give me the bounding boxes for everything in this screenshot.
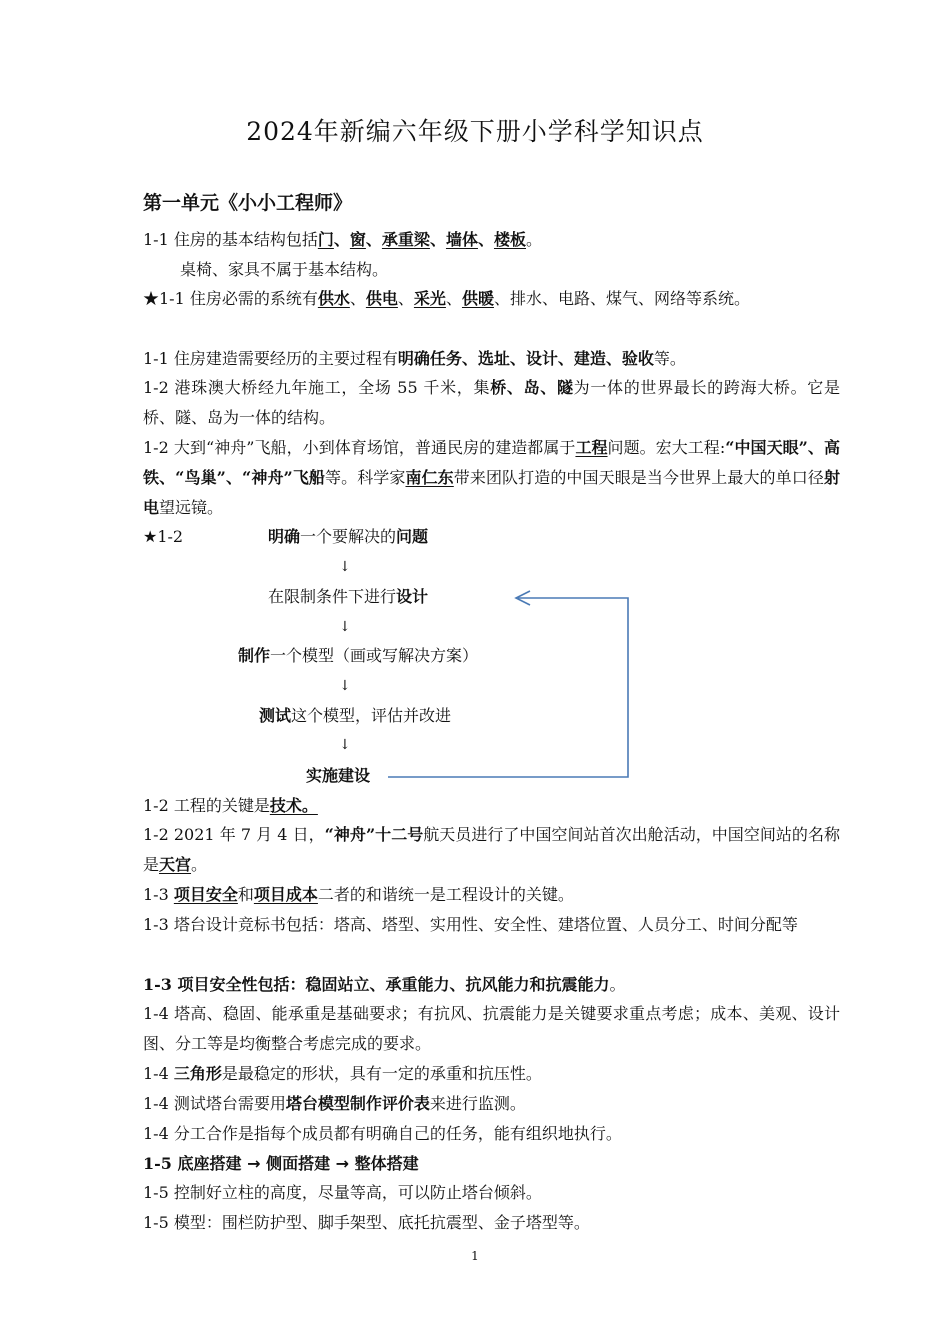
flow-step-define-problem: 明确一个要解决的问题 bbox=[268, 527, 429, 546]
flow-step-build-model: 制作一个模型（画或写解决方案） bbox=[238, 646, 479, 665]
paragraph-1-2-key: 1-2 工程的关键是技术。 bbox=[143, 796, 318, 815]
paragraph-furniture-note: 桌椅、家具不属于基本结构。 bbox=[180, 260, 389, 279]
paragraph-1-2-bridge: 1-2 港珠澳大桥经九年施工，全场 55 千米，集桥、岛、隧为一体的世界最长的跨海大桥。它是桥、隧、岛为一体的结构。 bbox=[143, 378, 840, 427]
paragraph-1-5-pillars: 1-5 控制好立柱的高度，尽量等高，可以防止塔台倾斜。 bbox=[143, 1183, 542, 1202]
flow-step-implement: 实施建设 bbox=[306, 766, 371, 785]
paragraph-1-1-process: 1-1 住房建造需要经历的主要过程有明确任务、选址、设计、建造、验收等。 bbox=[143, 349, 686, 368]
unit-heading: 第一单元《小小工程师》 bbox=[143, 192, 353, 214]
flow-prefix: ★1-2 bbox=[143, 527, 184, 546]
down-arrow-icon: ↓ bbox=[339, 559, 351, 575]
down-arrow-icon: ↓ bbox=[339, 678, 351, 694]
down-arrow-icon: ↓ bbox=[339, 619, 351, 635]
flow-step-design: 在限制条件下进行设计 bbox=[268, 587, 429, 606]
paragraph-1-4-evaluation: 1-4 测试塔台需要用塔台模型制作评价表来进行监测。 bbox=[143, 1094, 526, 1113]
feedback-loop-arrow bbox=[380, 590, 640, 785]
flow-step-test: 测试这个模型，评估并改进 bbox=[259, 706, 452, 725]
paragraph-1-5-models: 1-5 模型：围栏防护型、脚手架型、底托抗震型、金子塔型等。 bbox=[143, 1213, 590, 1232]
paragraph-1-2-engineering: 1-2 大到“神舟”飞船，小到体育场馆，普通民房的建造都属于工程问题。宏大工程:“中国天眼”、高铁、“鸟巢”、“神舟”飞船等。科学家南仁东带来团队打造的中国天眼是当今世界上最大的单口径射电望远镜。 bbox=[143, 438, 840, 517]
paragraph-1-4-teamwork: 1-4 分工合作是指每个成员都有明确自己的任务，能有组织地执行。 bbox=[143, 1124, 622, 1143]
document-title: 2024年新编六年级下册小学科学知识点 bbox=[246, 117, 704, 146]
paragraph-1-3-safety: 1-3 项目安全性包括：稳固站立、承重能力、抗风能力和抗震能力。 bbox=[143, 975, 626, 994]
paragraph-1-3-tender: 1-3 塔台设计竞标书包括：塔高、塔型、实用性、安全性、建塔位置、人员分工、时间分配等 bbox=[143, 915, 798, 934]
paragraph-1-5-steps: 1-5 底座搭建 → 侧面搭建 → 整体搭建 bbox=[143, 1154, 419, 1173]
paragraph-1-1-structure: 1-1 住房的基本结构包括门、窗、承重梁、墙体、楼板。 bbox=[143, 230, 543, 249]
page-number: 1 bbox=[471, 1249, 479, 1263]
paragraph-1-4-requirements: 1-4 塔高、稳固、能承重是基础要求；有抗风、抗震能力是关键要求重点考虑；成本、美观、设计图、分工等是均衡整合考虑完成的要求。 bbox=[143, 1004, 840, 1053]
down-arrow-icon: ↓ bbox=[339, 737, 351, 753]
paragraph-1-3-safety-cost: 1-3 项目安全和项目成本二者的和谐统一是工程设计的关键。 bbox=[143, 885, 574, 904]
paragraph-1-2-space-station: 1-2 2021 年 7 月 4 日，“神舟”十二号航天员进行了中国空间站首次出舱活动，中国空间站的名称是天宫。 bbox=[143, 825, 840, 874]
paragraph-1-4-triangle: 1-4 三角形是最稳定的形状，具有一定的承重和抗压性。 bbox=[143, 1064, 542, 1083]
paragraph-1-1-systems: ★1-1 住房必需的系统有供水、供电、采光、供暖、排水、电路、煤气、网络等系统。 bbox=[143, 289, 750, 308]
